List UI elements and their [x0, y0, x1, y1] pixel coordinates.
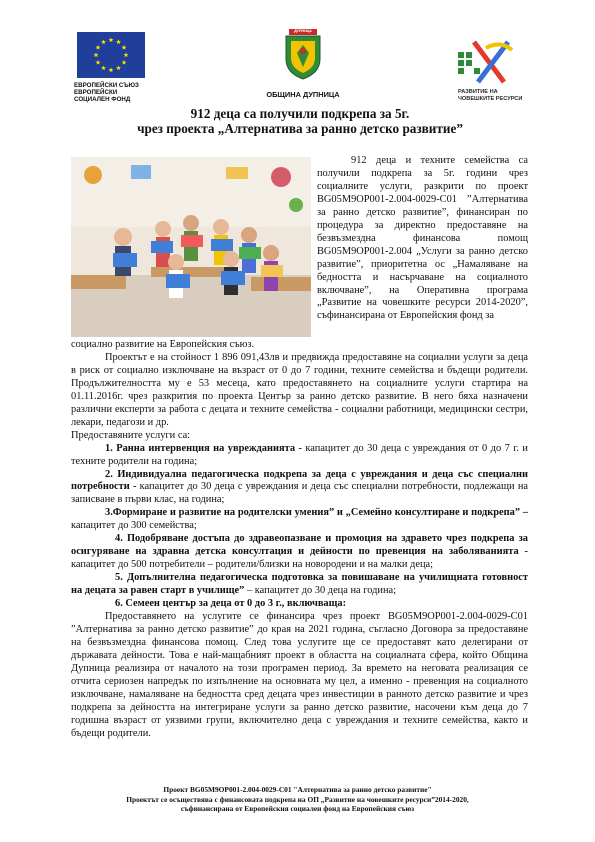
- page-footer: [60, 785, 535, 814]
- intro-continuation: социално развитие на Европейския съюз.: [71, 339, 255, 350]
- service-item: [71, 507, 528, 533]
- crest-shield-icon: [282, 27, 324, 81]
- hr-program-caption: [458, 89, 538, 102]
- service-text: капацитет до 30 деца с увреждания и деца със специални потребности, подлежащи на записване в първи клас, на година;: [71, 481, 528, 506]
- hr-caption-line: ЧОВЕШКИТЕ РЕСУРСИ: [458, 95, 523, 102]
- footer-line: съфинансирана от Европейския социален фонд на Европейския съюз: [180, 804, 415, 814]
- title-line-1: 912 деца са получили подкрепа за 5г.: [190, 106, 410, 121]
- service-text: капацитет до 30 деца с увреждания от 0 до 7 г. и техните родители на година;: [71, 442, 528, 467]
- service-title: 5. Допълнителна педагогическа подготовка за повишаване на училищната готовност на децата за равен старт в училище”: [71, 572, 528, 597]
- eu-flag-logo: [77, 32, 145, 78]
- service-title: 1. Ранна интервенция на уврежданията -: [105, 442, 302, 454]
- crest-banner-text: ДУПНИЦА: [294, 29, 312, 33]
- intro-wrap-text: [317, 155, 528, 323]
- service-title: 6. Семеен център за деца от 0 до 3 г., включваща:: [115, 598, 347, 610]
- footer-line: Проектът се осъществява с финансовата подкрепа на ОП „Развитие на човешките ресурси”2014-2020,: [126, 794, 469, 804]
- eu-caption: [74, 82, 154, 104]
- main-body: [71, 339, 528, 741]
- service-title: 2. Индивидуална педагогическа подкрепа за деца с увреждания и деца със специални потребности -: [71, 468, 528, 493]
- page-title: [90, 106, 510, 136]
- project-paragraph: Проектът е на стойност 1 896 091,43лв и предвижда предоставяне на социални услуги за деца в риск от социално изключване на възраст от 0 до 7 години, техните семейства и бъдещи родители. Продължителността му е 53 месеца, като предоставянето на социалните услуги стартира на 01.11.2016г. чрез разкрития по проекта Център за ранно детско развитие. В него бяха назначени различни експерти за работа с децата и техните семейства - социални работници, медицински сестри, лекари, педагози и др.: [71, 351, 528, 428]
- intro-paragraph: 912 деца и техните семейства са получили подкрепа за 5г. години чрез социалните услуги, разкрити по проект BG05M9OP001-2.004-0029-C01 ”Алтернатива за ранно детско развитие”, финансиран по процедура за директно предоставяне на безвъзмездна финансова помощ BG05M9OP001-2.004 „Услуги за ранно детско развитие”, приоритетна ос „Намаляване на бедността и насърчаване на социалното включване”, на Оперативна програма „Развитие на човешките ресурси 2014-2020”, съфинансирана от Европейския фонд за: [317, 155, 528, 322]
- municipality-crest-logo: [282, 27, 324, 81]
- hr-program-logo: [456, 38, 520, 86]
- service-item: [71, 598, 528, 611]
- service-item: [71, 443, 528, 469]
- eu-caption-line: ЕВРОПЕЙСКИ: [74, 89, 118, 97]
- eu-stars-icon: [77, 32, 145, 78]
- municipality-name: ОБЩИНА ДУПНИЦА: [266, 90, 340, 99]
- title-line-2: чрез проекта „Алтернатива за ранно детско развитие”: [137, 121, 463, 136]
- hr-caption-line: РАЗВИТИЕ НА: [458, 89, 498, 95]
- service-item: [71, 572, 528, 598]
- hr-program-icon: [456, 38, 520, 86]
- service-item: [71, 469, 528, 508]
- eu-caption-line: ЕВРОПЕЙСКИ СЪЮЗ: [74, 82, 139, 89]
- final-paragraph: Предоставянето на услугите се финансира чрез проект BG05M9OP001-2.004-0029-C01 ”Алтернатива за ранно детско развитие” до края на 2021 година, съгласно Договора за предоставяне на безвъзмездна финансова помощ. След това услугите ще се предоставят като делегирани от държавата дейности. Това е най-мащабният проект в областта на социалната сфера, който Община Дупница реализира от началото на този програмен период. За времето на неговата реализация се отчита сериозен напредък по изпълнение на основната му цел, а именно - превенция на социалното изключване, намаляване на бедността сред децата чрез инвестиции в ранното детско развитие и чрез подкрепа за дейността на интегриране услуги за ранно детско развитие, насочени към деца до 7 годишна възраст от уязвими групи, включително деца с увреждания и техните семейства, както и бъдещи родители.: [71, 611, 528, 739]
- service-text: капацитет до 300 семейства;: [71, 520, 197, 532]
- service-item: [71, 533, 528, 572]
- footer-line: Проект BG05M9OP001-2.004-0029-C01 "Алтернатива за ранно детско развитие": [163, 785, 432, 794]
- service-title: 3.Формиране и развитие на родителски умения” и „Семейно консултиране и подкрепа” –: [105, 507, 528, 519]
- eu-caption-line: СОЦИАЛЕН ФОНД: [74, 96, 131, 104]
- service-title: 4. Подобряване достъпа до здравеопазване и промоция на здравето чрез подкрепа за осигуряване на здравна детска консултация и дейности по превенция на заболяванията -: [71, 533, 528, 558]
- classroom-photo-illustration: [71, 157, 311, 337]
- children-group-photo: [71, 157, 311, 337]
- service-text: капацитет до 500 потребители – родители/близки на новородени и на малки деца;: [71, 559, 434, 571]
- service-text: – капацитет до 30 деца на година;: [244, 585, 397, 597]
- services-intro: Предоставяните услуги са:: [71, 429, 191, 441]
